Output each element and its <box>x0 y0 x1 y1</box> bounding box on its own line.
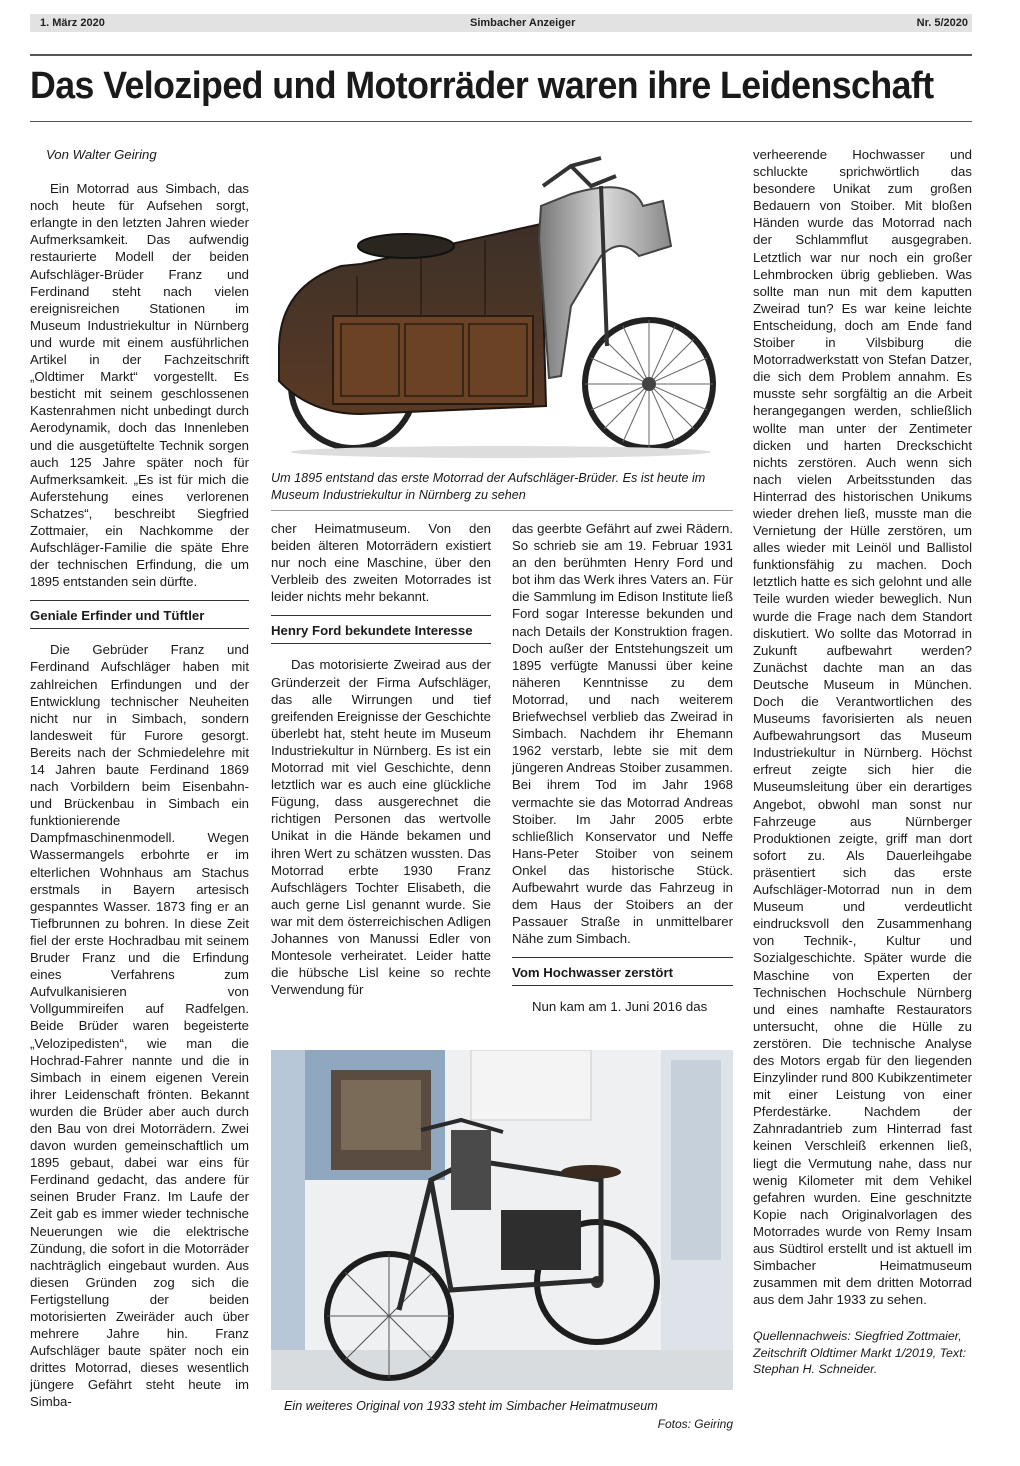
col4-paragraph-1: verheerende Hochwasser und schluckte sprichwörtlich das besondere Unikat zum großen Bedauern von Stoiber. Mit bloßen Händen wurde das Motorrad nach der Schlammflut ausgegraben. Letztlich war nur noch ein großer Lehmbrocken übrig geblieben. Was sollte man nun mit dem kaputten Zweirad tun? Es war keine leichte Entscheidung, doch am Ende fand Stoiber in Vilsbiburg die Motorradwerkstatt von Stefan Datzer, die sich dem Problem annahm. Es musste sehr sorgfältig an die Arbeit herangegangen werden, schließlich wollte man unter der Zentimeter dicken und harten Dreckschicht nichts zerstören. Auch wenn sich nach vielen Arbeitsstunden das Hinterrad des historischen Unikums wieder drehen ließ, musste man die Vernietung der Hülle zerstören, um alles wieder mit Leinöl und Ballistol funktionsfähig zu machen. Doch letztlich hatte es sich gelohnt und alle Teile wurden wieder beweglich. Nun wurde die Frage nach dem Standort diskutiert. Wo sollte das Motorrad in Zukunft aufbewahrt werden? Zunächst dachte man an das Deutsche Museum in München. Doch die Verantwortlichen des Museums favorisierten als neuen Aufbewahrungsort das Museum Industriekultur in Nürnberg. Höchst erfreut zeigte sich hier die Museumsleitung über ein derartiges Angebot, obwohl man sonst nur Fahrzeuge aus Nürnberger Produktionen zeigte, griff man dort sofort zu. Als Dauerleihgabe präsentiert sich das erste Aufschläger-Motorrad nun in dem Museum und verdeutlicht eindrucksvoll den Zusammenhang von Technik-, Kultur und Sozialgeschichte. Später wurde die Maschine von Experten der Technischen Hochschule Nürnberg und eines namhafte Restaurators untersucht, ohne die Hülle zu zerstören. Die technische Analyse des Motors ergab für den liegenden Einzylinder rund 800 Kubikzentimeter mit einer Leistung von einer Pferdestärke. Nachdem der Zahnradantrieb zum Hinterrad fast keinen Verschleiß erkennen ließ, liegt die Vermutung nahe, dass nur wenig Kilometer mit dem Vehikel gefahren wurden. Eine geschnitzte Kopie nach Originalvorlagen des Motorrades wurde von Remy Insam aus Südtirol erstellt und ist aktuell im Simbacher Heimatmuseum zusammen mit dem dritten Motorrad aus dem Jahr 1933 zu sehen. <box>753 147 972 1308</box>
column-3 <box>512 520 733 1015</box>
issue-number: Nr. 5/2020 <box>916 17 968 29</box>
page-header-bar <box>30 14 972 32</box>
column-4 <box>753 146 972 1378</box>
headline-top-rule <box>30 54 972 56</box>
col2-paragraph-2: Das motorisierte Zweirad aus der Gründerzeit der Firma Aufschläger, das alle Wirrungen und tief greifenden Ereignisse der Geschichte überlebt hat, steht heute im Museum Industriekultur in Nürnberg. Es ist ein Motorrad mit viel Geschichte, denn letztlich war es auch eine glückliche Fügung, dass ausgerechnet die richtigen Personen das wertvolle Unikat in die Hände bekamen und ihren Wert zu schätzen wussten. Das Motorrad erbte 1930 Franz Aufschlägers Tochter Elisabeth, die auch gerne Lisl genannt wurde. Sie war mit dem österreichischen Adligen Johannes von Manussi Edler von Montesole verheiratet. Leider hatte die hübsche Lisl keine so rechte Verwendung für <box>271 657 491 998</box>
motorcycle-1933-illustration <box>271 1050 733 1390</box>
col3-paragraph-1: das geerbte Gefährt auf zwei Rädern. So schrieb sie am 19. Februar 1931 an den berühmten Henry Ford und bot ihm das Werk ihres Vaters an. Für die Sammlung im Edison Institute ließ Ford sogar Interesse bekunden und nach Details der Konstruktion fragen. Doch außer der Entstehungszeit um 1895 verfügte Manussi über keine näheren Kenntnisse zu dem Motorrad, und nach weiterem Briefwechsel verblieb das Zweirad in Simbach. Nachdem ihr Ehemann 1962 verstarb, lebte sie mit dem jüngeren Andreas Stoiber zusammen. Bei ihrem Tod im Jahr 1968 vermachte sie das Motorrad Andreas Stoiber. Im Jahr 2005 erbte schließlich Konservator und Neffe Hans-Peter Stoiber von seinem Onkel das historische Stück. Aufbewahrt wurde das Fahrzeug in dem Haus der Stoibers an der Passauer Straße in unmittelbarer Nähe zum Simbach. <box>512 521 733 947</box>
subhead-geniale-erfinder: Geniale Erfinder und Tüftler <box>30 600 249 629</box>
headline: Das Veloziped und Motorräder waren ihre Leidenschaft <box>30 65 934 107</box>
subhead-henry-ford: Henry Ford bekundete Interesse <box>271 615 491 644</box>
photo2-caption: Ein weiteres Original von 1933 steht im Simbacher Heimatmuseum <box>284 1399 658 1413</box>
col1-paragraph-1: Ein Motorrad aus Simbach, das noch heute für Aufsehen sorgt, erlangte in den letzten Jahren wieder Aufmerksamkeit. Das aufwendig restaurierte Modell der beiden Aufschläger-Brüder Franz und Ferdinand steht nach vielen ereignisreichen Stationen im Museum Industriekultur in Nürnberg und wurde mit einem ausführlichen Artikel in der Fachzeitschrift „Oldtimer Markt“ vorgestellt. Es besticht mit seinem geschlossenen Kastenrahmen nicht unbedingt durch Aerodynamik, doch das Innenleben und die ausgetüftelte Technik sorgen auch 125 Jahre später noch für Aufmerksamkeit. „Es ist für mich die Auferstehung eines verlorenen Schatzes“, beschreibt Siegfried Zottmaier, ein Nachkomme der Aufschläger-Familie die späte Ehre der technischen Erfindung, die um 1895 entstanden sein dürfte. <box>30 181 249 590</box>
issue-date: 1. März 2020 <box>40 17 105 29</box>
column-2 <box>271 520 491 998</box>
column-1 <box>30 146 249 1411</box>
newspaper-name: Simbacher Anzeiger <box>470 17 576 29</box>
byline: Von Walter Geiring <box>46 147 157 162</box>
photo-credit: Fotos: Geiring <box>657 1417 733 1431</box>
subhead-hochwasser: Vom Hochwasser zerstört <box>512 957 733 986</box>
col2-paragraph-1: cher Heimatmuseum. Von den beiden älteren Motorrädern existiert nur noch eine Maschine, über den Verbleib des zweiten Motorrades ist leider nichts mehr bekannt. <box>271 521 491 605</box>
motorcycle-1895-illustration <box>271 146 733 464</box>
photo1-caption: Um 1895 entstand das erste Motorrad der Aufschläger-Brüder. Es ist heute im Museum Industriekultur in Nürnberg zu sehen <box>271 471 706 502</box>
photo-motorcycle-1895 <box>271 146 733 464</box>
sources-note: Quellennachweis: Siegfried Zottmaier, Zeitschrift Oldtimer Markt 1/2019, Text: Stephan H. Schneider. <box>753 1329 967 1377</box>
caption-rule <box>271 510 733 511</box>
headline-bottom-rule <box>30 121 972 122</box>
col3-paragraph-2: Nun kam am 1. Juni 2016 das <box>532 999 708 1015</box>
col1-paragraph-2: Die Gebrüder Franz und Ferdinand Aufschläger haben mit zahlreichen Erfindungen und der Entwicklung technischer Neuheiten nicht nur in Simbach, sondern landesweit für Furore gesorgt. Bereits nach der Schmiedelehre mit 14 Jahren baute Ferdinand 1869 nach Vorbildern beim Eisenbahn- und Brückenbau in Simbach ein funktionierende Dampfmaschinenmodell. Wegen Wassermangels erbohrte er im elterlichen Wohnhaus am Stachus erstmals in Bayern artesisch gespanntes Wasser. 1873 fing er an Tiefbrunnen zu bohren. In diese Zeit fiel der erste Hochradbau mit seinem Bruder Franz und die Erfindung eines Verfahrens zum Aufvulkanisieren von Vollgummireifen auf Radfelgen. Beide Brüder waren begeisterte „Velozipedisten“, wie man die Hochrad-Fahrer nannte und die in Simbach in einem eigenen Verein ihrer Leidenschaft frönten. Bekannt wurden die Brüder aber auch durch den Bau von drei Motorrädern. Zwei davon wurden gemeinschaftlich um 1895 gebaut, dabei war eins für Ferdinand gedacht, das andere für seinen Bruder Franz. Im Laufe der Zeit gab es immer wieder technische Neuerungen wie die elektrische Zündung, die sofort in die Motorräder nachträglich eingebaut wurden. Aus diesen Gründen zog sich die Fertigstellung der beiden motorisierten Zweiräder auch über mehrere Jahre hin. Franz Aufschläger baute später noch ein drittes Motorrad, dieses wesentlich jüngere Gefährt steht heute im Simba- <box>30 642 249 1410</box>
photo-motorcycle-1933 <box>271 1050 733 1390</box>
